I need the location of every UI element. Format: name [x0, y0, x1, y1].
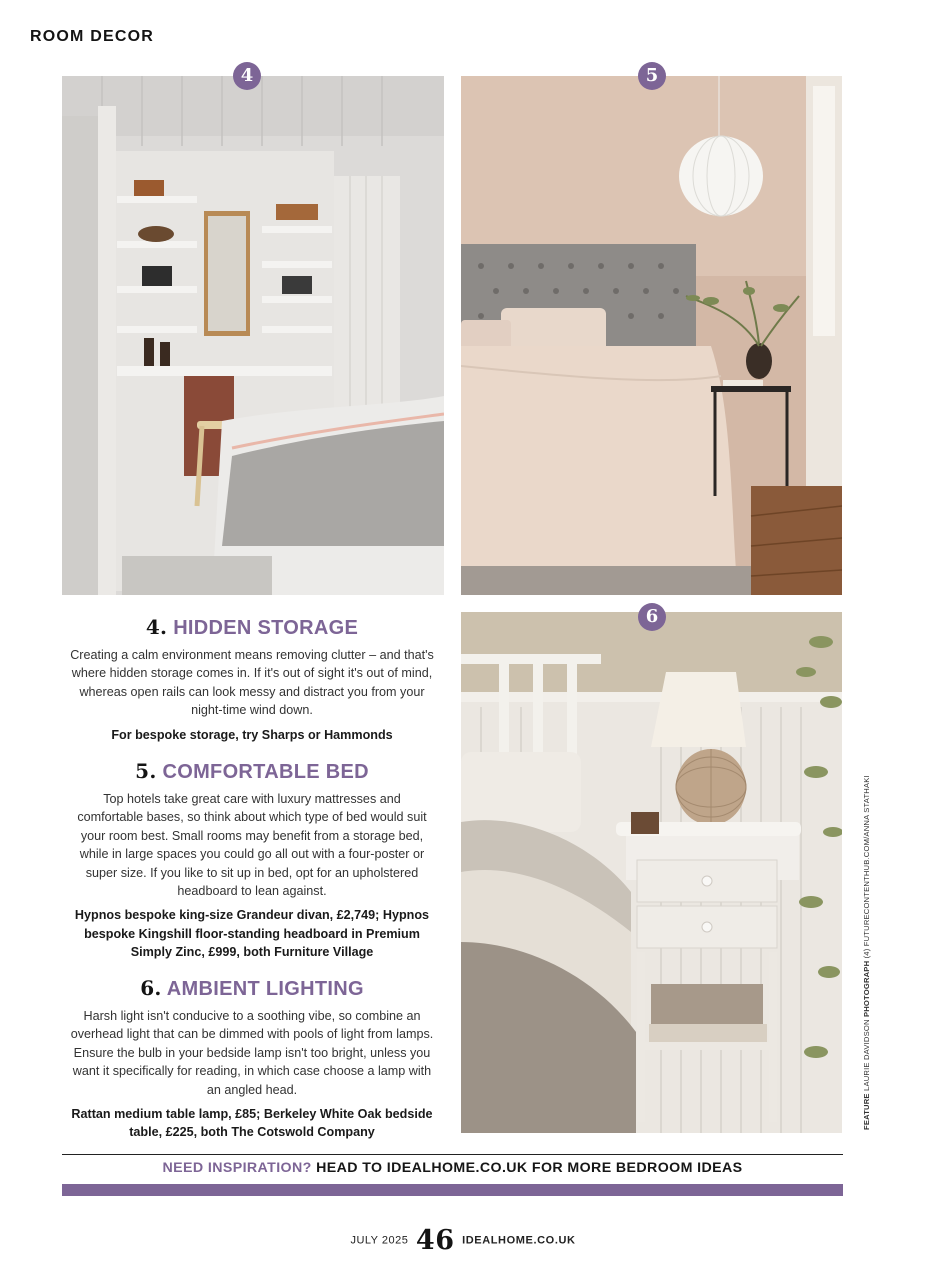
- page-number: 46: [415, 1225, 455, 1256]
- photo-hidden-storage: [62, 76, 444, 595]
- item-number: 4.: [145, 615, 168, 639]
- item-body: Creating a calm environment means removing clutter – and that's where hidden storage comes in. If it's out of sight it's out of mind, whereas open rails can look messy and distract you from your night-time wind down.: [70, 648, 434, 718]
- item-heading: [70, 759, 434, 784]
- item-heading: [70, 976, 434, 1001]
- photo-comfortable-bed: [461, 76, 842, 595]
- item-number: 6.: [140, 976, 162, 1000]
- photo-ambient-lighting: [461, 612, 842, 1133]
- item-number: 5.: [135, 759, 157, 783]
- item-title: AMBIENT LIGHTING: [166, 978, 364, 1000]
- issue-date: JULY 2025: [350, 1234, 409, 1247]
- inspiration-cta: [62, 1160, 843, 1176]
- item-comfortable-bed: [70, 759, 434, 962]
- item-body: Top hotels take great care with luxury mattresses and comfortable bases, so think about which type of bed would suit your room best. Small rooms may benefit from a storage bed, while in large spaces you could go all out with a four-poster or super size. If you like to sit up in bed, opt for an upholstered headboard to lean against.: [77, 792, 427, 899]
- item-title: HIDDEN STORAGE: [173, 617, 359, 639]
- divider: [62, 1154, 843, 1155]
- item-buy: Rattan medium table lamp, £85; Berkeley White Oak bedside table, £225, both The Cotswold Company: [71, 1107, 433, 1140]
- section-label: ROOM DECOR: [30, 28, 154, 45]
- cta-text: HEAD TO IDEALHOME.CO.UK FOR MORE BEDROOM IDEAS: [316, 1160, 743, 1176]
- badge-4: 4: [233, 62, 261, 90]
- photo-credit: FEATURE LAURIE DAVIDSON PHOTOGRAPH (4) FUTURECONTENTHUB.COM/ANNA STATHAKI: [862, 775, 871, 1130]
- badge-5: 5: [638, 62, 666, 90]
- site-url: IDEALHOME.CO.UK: [462, 1234, 576, 1247]
- page-footer: [0, 1225, 926, 1256]
- item-body: Harsh light isn't conducive to a soothing vibe, so combine an overhead light that can be dimmed with pools of light from lamps. Ensure the bulb in your bedside lamp isn't too bright, unless you want it specifically for reading, in which case choose a lamp with an angled head.: [70, 1009, 434, 1097]
- item-ambient-lighting: [70, 976, 434, 1142]
- badge-6: 6: [638, 603, 666, 631]
- cta-lead: NEED INSPIRATION?: [162, 1160, 312, 1176]
- item-buy: Hypnos bespoke king-size Grandeur divan, £2,749; Hypnos bespoke Kingshill floor-standing headboard in Premium Simply Zinc, £999, both Furniture Village: [74, 908, 430, 960]
- accent-bar: [62, 1184, 843, 1196]
- item-heading: [70, 615, 434, 640]
- item-hidden-storage: [70, 615, 434, 744]
- item-title: COMFORTABLE BED: [162, 761, 369, 783]
- item-buy: For bespoke storage, try Sharps or Hammonds: [111, 727, 393, 742]
